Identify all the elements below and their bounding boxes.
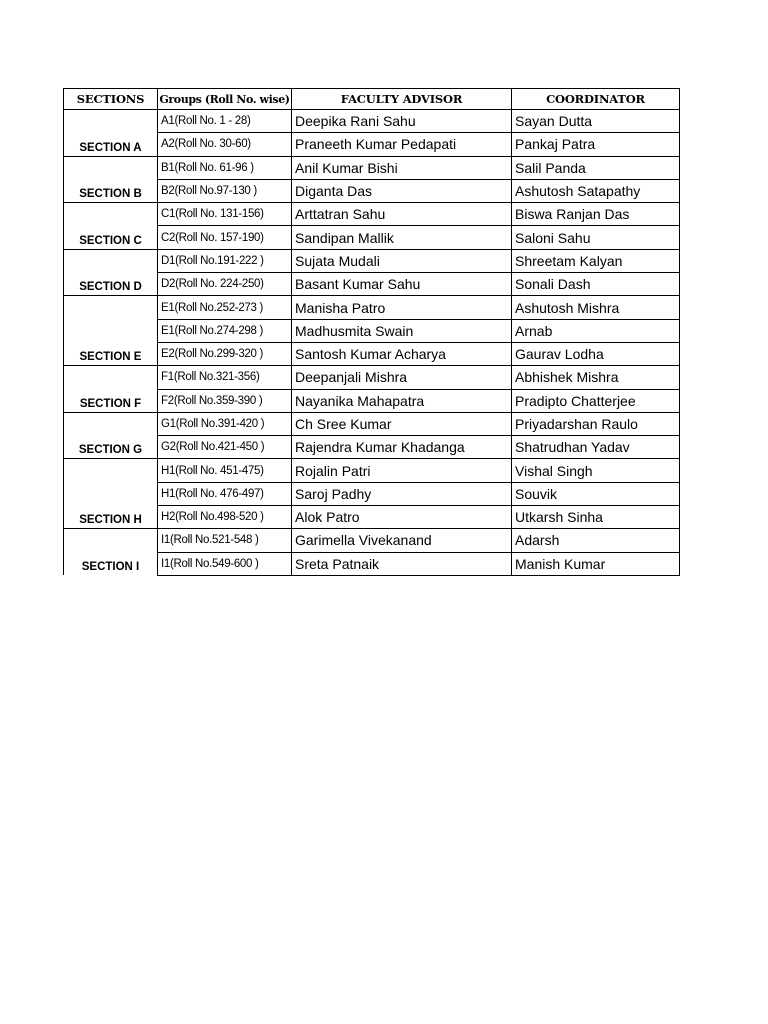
group-cell: H1(Roll No. 451-475) [158,459,292,482]
faculty-advisor-cell: Rojalin Patri [292,459,512,482]
table-row [64,249,680,272]
faculty-advisor-cell: Sreta Patnaik [292,552,512,575]
coordinator-cell: Vishal Singh [512,459,680,482]
table-row [64,366,680,389]
section-name-cell: SECTION B [64,156,158,203]
header-row [64,89,680,110]
coordinator-cell: Pradipto Chatterjee [512,389,680,412]
faculty-advisor-cell: Rajendra Kumar Khadanga [292,436,512,459]
coordinator-cell: Ashutosh Mishra [512,296,680,319]
section-name-cell: SECTION C [64,203,158,250]
advisor-table [63,88,680,576]
section-name-cell: SECTION E [64,296,158,366]
group-cell: C1(Roll No. 131-156) [158,203,292,226]
header-coordinator: COORDINATOR [512,89,680,110]
group-cell: H1(Roll No. 476-497) [158,482,292,505]
header-faculty-advisor: FACULTY ADVISOR [292,89,512,110]
group-cell: F1(Roll No.321-356) [158,366,292,389]
section-name-cell: SECTION F [64,366,158,413]
header-groups: Groups (Roll No. wise) [158,89,292,110]
faculty-advisor-cell: Sandipan Mallik [292,226,512,249]
table-row [64,529,680,552]
group-cell: D2(Roll No. 224-250) [158,273,292,296]
coordinator-cell: Salil Panda [512,156,680,179]
faculty-advisor-cell: Alok Patro [292,506,512,529]
coordinator-cell: Adarsh [512,529,680,552]
faculty-advisor-cell: Basant Kumar Sahu [292,273,512,296]
coordinator-cell: Gaurav Lodha [512,342,680,365]
coordinator-cell: Ashutosh Satapathy [512,179,680,202]
header-sections: SECTIONS [64,89,158,110]
table-row [64,203,680,226]
coordinator-cell: Sayan Dutta [512,110,680,133]
section-name-cell: SECTION H [64,459,158,529]
faculty-advisor-cell: Santosh Kumar Acharya [292,342,512,365]
faculty-advisor-cell: Deepika Rani Sahu [292,110,512,133]
coordinator-cell: Shatrudhan Yadav [512,436,680,459]
group-cell: F2(Roll No.359-390 ) [158,389,292,412]
group-cell: I1(Roll No.521-548 ) [158,529,292,552]
coordinator-cell: Saloni Sahu [512,226,680,249]
faculty-advisor-cell: Ch Sree Kumar [292,412,512,435]
faculty-advisor-cell: Saroj Padhy [292,482,512,505]
section-name-cell: SECTION D [64,249,158,296]
coordinator-cell: Arnab [512,319,680,342]
faculty-advisor-cell: Madhusmita Swain [292,319,512,342]
coordinator-cell: Abhishek Mishra [512,366,680,389]
faculty-advisor-cell: Anil Kumar Bishi [292,156,512,179]
faculty-advisor-cell: Diganta Das [292,179,512,202]
table-row [64,459,680,482]
group-cell: G2(Roll No.421-450 ) [158,436,292,459]
faculty-advisor-cell: Praneeth Kumar Pedapati [292,133,512,156]
advisor-table-body [64,110,680,576]
advisor-table-container [63,88,680,576]
table-row [64,110,680,133]
group-cell: H2(Roll No.498-520 ) [158,506,292,529]
coordinator-cell: Souvik [512,482,680,505]
group-cell: D1(Roll No.191-222 ) [158,249,292,272]
group-cell: A1(Roll No. 1 - 28) [158,110,292,133]
coordinator-cell: Manish Kumar [512,552,680,575]
coordinator-cell: Shreetam Kalyan [512,249,680,272]
table-row [64,412,680,435]
faculty-advisor-cell: Sujata Mudali [292,249,512,272]
group-cell: C2(Roll No. 157-190) [158,226,292,249]
coordinator-cell: Sonali Dash [512,273,680,296]
table-row [64,296,680,319]
coordinator-cell: Biswa Ranjan Das [512,203,680,226]
group-cell: E1(Roll No.274-298 ) [158,319,292,342]
group-cell: B1(Roll No. 61-96 ) [158,156,292,179]
group-cell: I1(Roll No.549-600 ) [158,552,292,575]
faculty-advisor-cell: Manisha Patro [292,296,512,319]
faculty-advisor-cell: Deepanjali Mishra [292,366,512,389]
coordinator-cell: Pankaj Patra [512,133,680,156]
coordinator-cell: Priyadarshan Raulo [512,412,680,435]
coordinator-cell: Utkarsh Sinha [512,506,680,529]
table-row [64,156,680,179]
group-cell: B2(Roll No.97-130 ) [158,179,292,202]
section-name-cell: SECTION G [64,412,158,459]
section-name-cell: SECTION I [64,529,158,576]
group-cell: E1(Roll No.252-273 ) [158,296,292,319]
group-cell: G1(Roll No.391-420 ) [158,412,292,435]
faculty-advisor-cell: Arttatran Sahu [292,203,512,226]
faculty-advisor-cell: Nayanika Mahapatra [292,389,512,412]
section-name-cell: SECTION A [64,110,158,157]
group-cell: E2(Roll No.299-320 ) [158,342,292,365]
group-cell: A2(Roll No. 30-60) [158,133,292,156]
faculty-advisor-cell: Garimella Vivekanand [292,529,512,552]
